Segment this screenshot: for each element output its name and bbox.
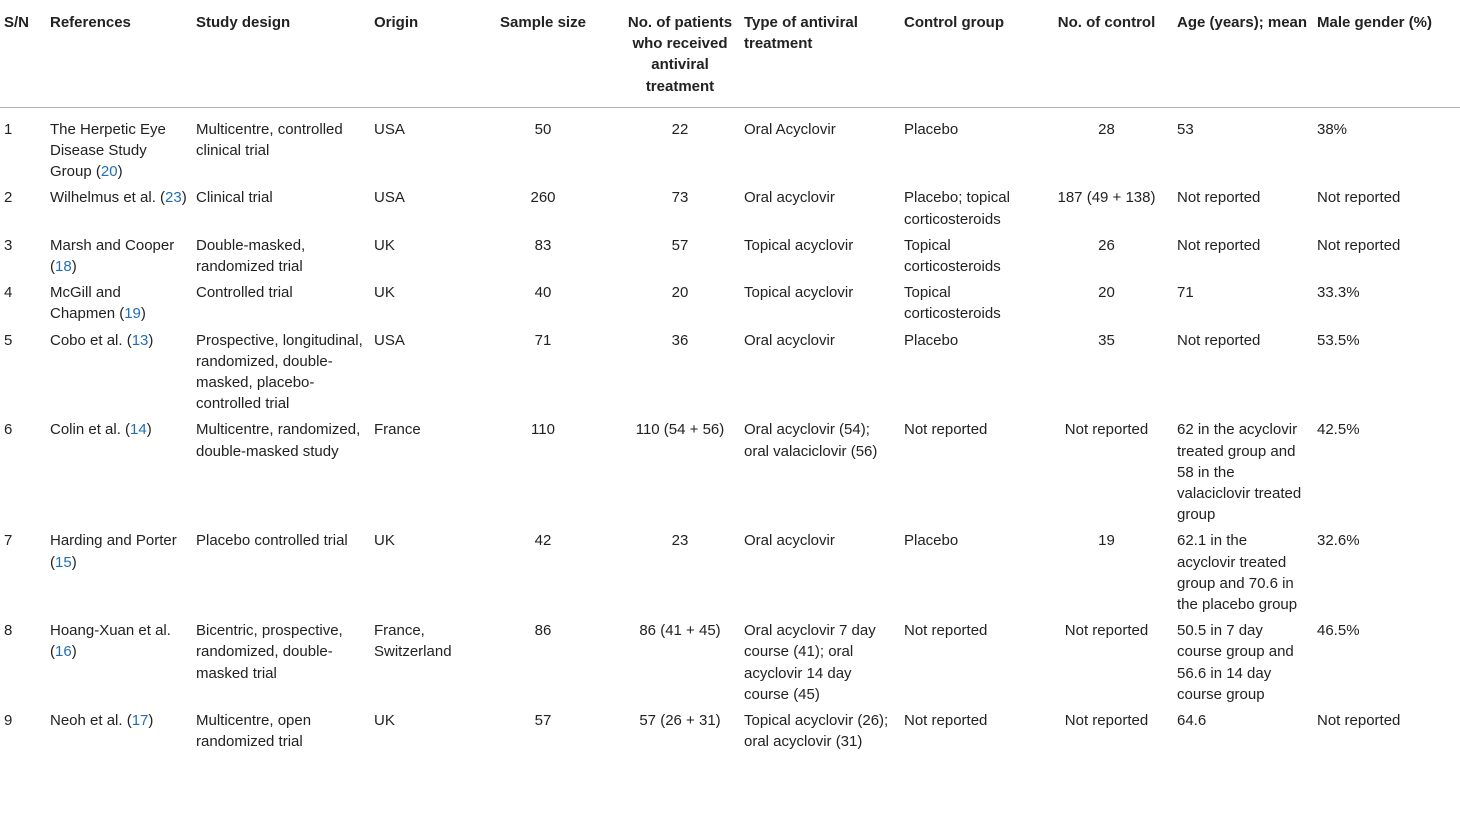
cell-sn: 2: [4, 189, 13, 207]
reference-text: Hoang-Xuan et al.: [50, 622, 171, 640]
cell-control-group: Topical corticosteroids: [904, 284, 1001, 323]
cell-antiviral-type: Oral Acyclovir: [744, 120, 836, 138]
reference-text: Wilhelmus et al.: [50, 189, 156, 207]
cell-num-control: 26: [1098, 236, 1115, 254]
reference-text: Colin et al.: [50, 421, 121, 439]
cell-male: 32.6%: [1317, 532, 1360, 550]
cell-age: 64.6: [1177, 712, 1207, 730]
header-age: Age (years); mean: [1173, 0, 1313, 107]
reference-text: Marsh and Cooper: [50, 236, 175, 254]
cell-treated: 57 (26 + 31): [639, 712, 721, 730]
header-study-design: Study design: [192, 0, 370, 107]
citation-link[interactable]: 16: [55, 643, 72, 661]
table-row: [0, 330, 1460, 420]
table-row: [0, 235, 1460, 282]
citation-link[interactable]: 13: [131, 331, 149, 349]
cell-antiviral-type: Oral acyclovir (54); oral valaciclovir (56): [744, 421, 878, 460]
cell-study-design: Multicentre, controlled clinical trial: [196, 120, 343, 160]
citation-link[interactable]: 19: [124, 305, 141, 323]
cell-study-design: Controlled trial: [196, 284, 293, 302]
cell-male: 53.5%: [1317, 331, 1360, 349]
citation-link[interactable]: 17: [131, 712, 149, 730]
header-antiviral-type: Type of antiviral treatment: [740, 0, 900, 107]
cell-control-group: Not reported: [904, 622, 988, 640]
cell-male: 46.5%: [1317, 622, 1360, 640]
cell-num-control: 20: [1098, 284, 1115, 302]
cell-sn: 6: [4, 421, 13, 439]
cell-reference: Hoang-Xuan et al. (16): [50, 622, 171, 661]
cell-control-group: Placebo: [904, 120, 959, 138]
header-sample-size: Sample size: [466, 0, 620, 107]
cell-reference: Colin et al. (14): [50, 421, 152, 439]
cell-num-control: 28: [1098, 120, 1115, 138]
cell-antiviral-type: Oral acyclovir: [744, 189, 835, 207]
cell-age: Not reported: [1177, 331, 1261, 349]
cell-age: 62 in the acyclovir treated group and 58 in the valaciclovir treated group: [1177, 421, 1302, 524]
cell-num-control: 19: [1098, 532, 1115, 550]
cell-origin: France: [374, 421, 421, 439]
cell-control-group: Not reported: [904, 712, 988, 730]
cell-num-control: 35: [1098, 331, 1115, 349]
cell-study-design: Prospective, longitudinal, randomized, double-masked, placebo-controlled trial: [196, 331, 363, 413]
cell-male: 42.5%: [1317, 421, 1360, 439]
cell-study-design: Double-masked, randomized trial: [196, 236, 306, 276]
cell-sample-size: 40: [534, 284, 552, 302]
cell-male: Not reported: [1317, 236, 1401, 254]
cell-age: 50.5 in 7 day course group and 56.6 in 14 day course group: [1177, 622, 1294, 703]
cell-origin: UK: [374, 236, 395, 254]
cell-study-design: Placebo controlled trial: [196, 532, 348, 550]
cell-male: 33.3%: [1317, 284, 1360, 302]
cell-num-control: Not reported: [1064, 622, 1149, 640]
cell-treated: 57: [671, 236, 689, 254]
cell-reference: Marsh and Cooper (18): [50, 236, 175, 276]
cell-treated: 73: [671, 189, 689, 207]
cell-control-group: Topical corticosteroids: [904, 236, 1001, 276]
reference-text: The Herpetic Eye Disease Study Group: [50, 120, 166, 181]
cell-study-design: Bicentric, prospective, randomized, double-masked trial: [196, 622, 343, 682]
cell-origin: USA: [374, 120, 405, 138]
cell-sample-size: 83: [534, 236, 552, 254]
cell-antiviral-type: Topical acyclovir: [744, 236, 854, 254]
citation-link[interactable]: 15: [55, 553, 72, 571]
cell-male: Not reported: [1317, 189, 1401, 207]
cell-treated: 20: [671, 284, 689, 302]
header-male: Male gender (%): [1313, 0, 1460, 107]
cell-origin: USA: [374, 331, 405, 349]
cell-control-group: Not reported: [904, 421, 988, 439]
cell-sn: 1: [4, 120, 13, 138]
cell-age: 71: [1177, 284, 1194, 302]
cell-treated: 36: [671, 331, 689, 349]
cell-study-design: Multicentre, randomized, double-masked study: [196, 421, 361, 460]
header-control-group: Control group: [900, 0, 1040, 107]
cell-sn: 4: [4, 284, 13, 302]
cell-treated: 22: [671, 120, 689, 138]
header-references: References: [46, 0, 192, 107]
reference-text: McGill and Chapmen: [50, 284, 121, 323]
citation-link[interactable]: 23: [165, 189, 182, 207]
cell-origin: USA: [374, 189, 405, 207]
citation-link[interactable]: 14: [130, 421, 147, 439]
cell-sample-size: 71: [534, 331, 552, 349]
header-treated: No. of patients who received antiviral treatment: [620, 0, 740, 107]
citation-link[interactable]: 20: [100, 163, 118, 181]
header-row: [0, 0, 1460, 107]
cell-study-design: Clinical trial: [196, 189, 273, 207]
table-row: [0, 710, 1460, 757]
cell-control-group: Placebo: [904, 532, 959, 550]
cell-num-control: Not reported: [1064, 712, 1149, 730]
cell-origin: France, Switzerland: [374, 622, 452, 661]
table-row: [0, 187, 1460, 234]
cell-antiviral-type: Oral acyclovir 7 day course (41); oral acyclovir 14 day course (45): [744, 622, 876, 703]
cell-control-group: Placebo: [904, 331, 959, 349]
table-row: [0, 530, 1460, 620]
cell-reference: The Herpetic Eye Disease Study Group (20): [50, 120, 166, 181]
header-sn: S/N: [0, 0, 46, 107]
cell-sn: 7: [4, 532, 13, 550]
cell-age: 53: [1177, 120, 1194, 138]
cell-reference: Cobo et al. (13): [50, 331, 154, 349]
cell-antiviral-type: Topical acyclovir: [744, 284, 854, 302]
cell-antiviral-type: Oral acyclovir: [744, 331, 835, 349]
cell-treated: 110 (54 + 56): [635, 421, 725, 439]
table-row: [0, 282, 1460, 329]
cell-male: 38%: [1317, 120, 1348, 138]
cell-sample-size: 260: [530, 189, 556, 207]
cell-age: 62.1 in the acyclovir treated group and 70.6 in the placebo group: [1177, 532, 1298, 614]
cell-origin: UK: [374, 532, 395, 550]
cell-sample-size: 110: [531, 421, 555, 439]
reference-text: Harding and Porter: [50, 532, 177, 550]
cell-sn: 3: [4, 236, 13, 254]
cell-sample-size: 86: [534, 622, 552, 640]
cell-treated: 23: [671, 532, 689, 550]
cell-origin: UK: [374, 712, 395, 730]
cell-sn: 5: [4, 331, 13, 349]
cell-treated: 86 (41 + 45): [639, 622, 721, 640]
cell-reference: Harding and Porter (15): [50, 532, 177, 571]
cell-sample-size: 50: [534, 120, 552, 138]
cell-reference: Wilhelmus et al. (23): [50, 189, 187, 207]
header-origin: Origin: [370, 0, 466, 107]
cell-reference: Neoh et al. (17): [50, 712, 154, 730]
table-row: [0, 107, 1460, 187]
cell-age: Not reported: [1177, 189, 1261, 207]
cell-sn: 9: [4, 712, 13, 730]
reference-text: Cobo et al.: [50, 331, 123, 349]
cell-control-group: Placebo; topical corticosteroids: [904, 189, 1010, 228]
cell-origin: UK: [374, 284, 395, 302]
cell-num-control: 187 (49 + 138): [1057, 189, 1156, 207]
cell-study-design: Multicentre, open randomized trial: [196, 712, 312, 751]
cell-age: Not reported: [1177, 236, 1261, 254]
table-row: [0, 419, 1460, 530]
cell-sn: 8: [4, 622, 13, 640]
cell-reference: McGill and Chapmen (19): [50, 284, 146, 323]
cell-num-control: Not reported: [1064, 421, 1149, 439]
table-row: [0, 620, 1460, 710]
cell-antiviral-type: Topical acyclovir (26); oral acyclovir (31): [744, 712, 889, 751]
cell-sample-size: 57: [534, 712, 552, 730]
cell-sample-size: 42: [534, 532, 552, 550]
citation-link[interactable]: 18: [55, 258, 72, 276]
reference-text: Neoh et al.: [50, 712, 123, 730]
cell-male: Not reported: [1317, 712, 1401, 730]
header-num-control: No. of control: [1040, 0, 1173, 107]
cell-antiviral-type: Oral acyclovir: [744, 532, 835, 550]
